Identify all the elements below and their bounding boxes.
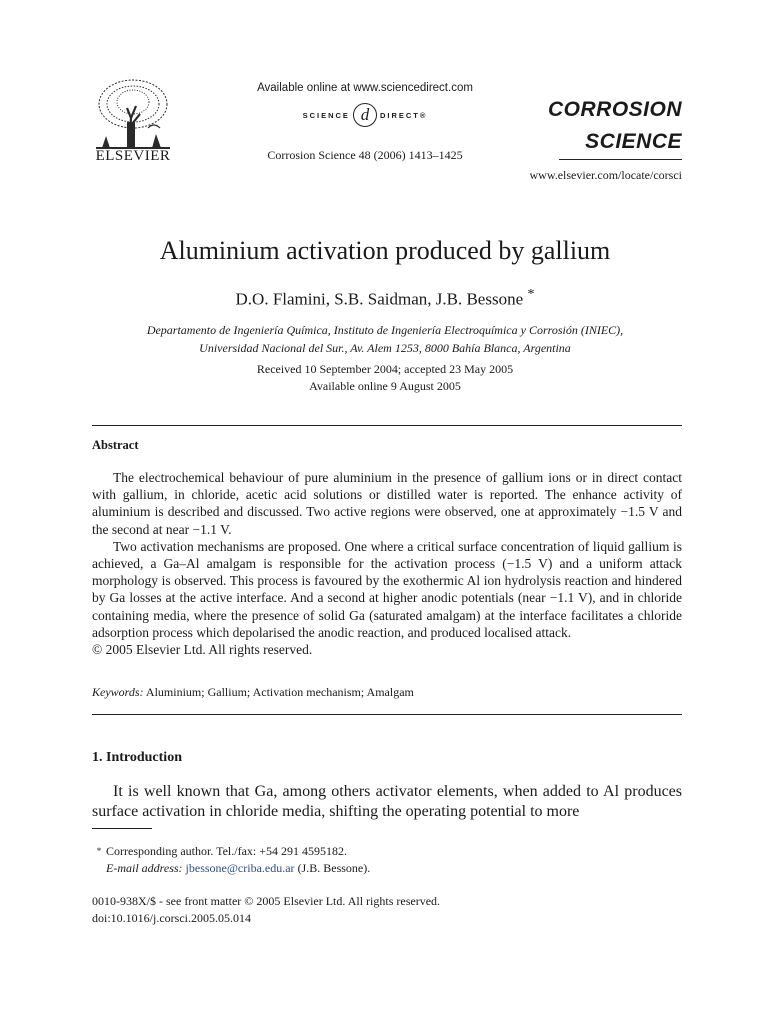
- abstract-paragraph-2: Two activation mechanisms are proposed. One where a critical surface concentration of liquid gallium is achieved, a Ga–Al amalgam is responsible for the activation process (−1.5 V) and a uniform attack morphology is observed. This process is favoured by the exothermic Al ion hydrolysis reaction and hindered by Ga losses at the active interface. And a second at higher anodic potentials (near −1.1 V), and in chloride containing media, where the presence of solid Ga (saturated amalgam) at the interface facilitates a chloride adsorption process which depolarised the anodic reaction, and produced localised attack.: [92, 538, 682, 640]
- abstract-top-rule: [92, 425, 682, 426]
- issn-line: 0010-938X/$ - see front matter © 2005 Elsevier Ltd. All rights reserved.: [92, 894, 441, 908]
- affiliation-line1: Departamento de Ingeniería Química, Instituto de Ingeniería Electroquímica y Corrosión (INIEC),: [146, 323, 624, 337]
- article-dates: [88, 361, 682, 395]
- footnote-email-line: [92, 860, 682, 877]
- footnote: [92, 843, 682, 877]
- author-list: [88, 286, 682, 310]
- journal-citation: Corrosion Science 48 (2006) 1413–1425: [267, 148, 463, 162]
- footnote-mark: *: [96, 846, 102, 856]
- author-names: D.O. Flamini, S.B. Saidman, J.B. Bessone: [235, 289, 524, 309]
- journal-title: [540, 94, 682, 158]
- publisher-name: ELSEVIER: [95, 148, 171, 164]
- available-online-notice: Available online at www.sciencedirect.com: [257, 82, 473, 94]
- affiliation-line2: Universidad Nacional del Sur., Av. Alem 1253, 8000 Bahía Blanca, Argentina: [199, 341, 571, 355]
- section-heading-introduction: 1. Introduction: [92, 750, 182, 765]
- abstract-heading: Abstract: [92, 438, 139, 452]
- footnote-corresponding: Corresponding author. Tel./fax: +54 291 4595182.: [106, 844, 348, 858]
- corresponding-author-mark[interactable]: *: [527, 286, 535, 302]
- abstract-body: [92, 469, 682, 658]
- footnote-corresponding-line: [92, 843, 682, 860]
- article-title: Aluminium activation produced by gallium: [159, 236, 611, 265]
- abstract-copyright: © 2005 Elsevier Ltd. All rights reserved.: [92, 642, 313, 658]
- footnote-email-suffix: (J.B. Bessone).: [297, 861, 371, 875]
- journal-title-underline: [559, 159, 682, 160]
- sciencedirect-logo: [230, 103, 500, 127]
- footnote-rule: [92, 828, 152, 829]
- front-matter: [92, 893, 682, 927]
- sciencedirect-left-word: SCIENCE: [302, 110, 350, 120]
- online-date: Available online 9 August 2005: [309, 379, 461, 393]
- received-dates: Received 10 September 2004; accepted 23 May 2005: [256, 362, 514, 376]
- journal-title-line1: CORROSION: [547, 98, 682, 121]
- introduction-body: [92, 782, 682, 822]
- keywords-label: Keywords:: [92, 685, 144, 699]
- abstract-bottom-rule: [92, 714, 682, 715]
- keywords: [92, 685, 682, 700]
- sciencedirect-right-word: DIRECT®: [379, 110, 428, 120]
- journal-title-line2: SCIENCE: [585, 130, 682, 153]
- footnote-email-link[interactable]: jbessone@criba.edu.ar: [185, 861, 295, 875]
- footnote-email-label: E-mail address:: [106, 861, 183, 875]
- doi-line[interactable]: doi:10.1016/j.corsci.2005.05.014: [92, 911, 251, 925]
- abstract-paragraph-1: The electrochemical behaviour of pure aluminium in the presence of gallium ions or in direct contact with gallium, in chloride, acetic acid solutions or distilled water is reported. The enhance activity of aluminium is described and discussed. Two active regions were observed, one at approximately −1.5 V and the second at near −1.1 V.: [92, 470, 682, 537]
- introduction-paragraph: It is well known that Ga, among others activator elements, when added to Al produces surface activation in chloride media, shifting the operating potential to more: [92, 783, 682, 820]
- keywords-list: Aluminium; Gallium; Activation mechanism; Amalgam: [145, 685, 414, 699]
- author-affiliation: [88, 321, 682, 357]
- journal-url[interactable]: www.elsevier.com/locate/corsci: [529, 168, 682, 182]
- sciencedirect-d-icon: d: [353, 103, 377, 127]
